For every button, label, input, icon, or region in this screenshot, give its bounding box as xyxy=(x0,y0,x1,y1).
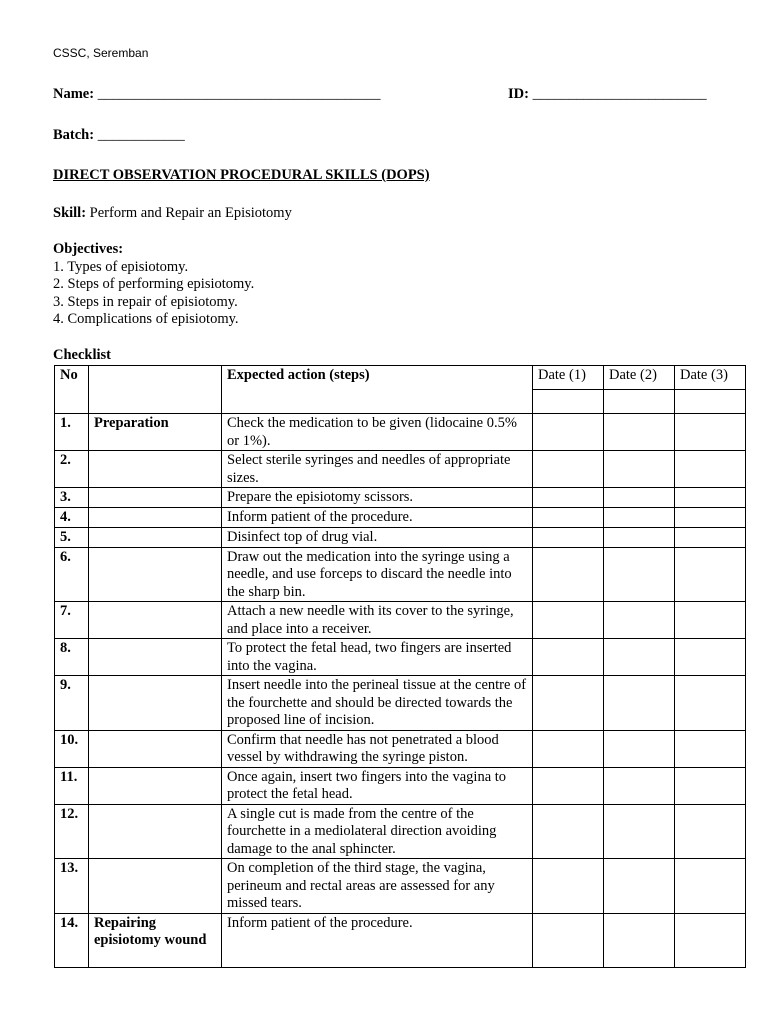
date-3-check-cell[interactable] xyxy=(675,527,746,547)
batch-blank-line[interactable]: ____________ xyxy=(97,127,185,143)
table-row xyxy=(55,767,746,804)
table-row xyxy=(55,602,746,639)
date-3-check-cell[interactable] xyxy=(675,730,746,767)
date-1-check-cell[interactable] xyxy=(533,859,604,914)
table-row xyxy=(55,676,746,731)
date-1-check-cell[interactable] xyxy=(533,547,604,602)
organization-label: CSSC, Seremban xyxy=(53,46,149,60)
date-2-check-cell[interactable] xyxy=(604,451,675,488)
step-number: 8. xyxy=(55,639,89,676)
step-number: 1. xyxy=(55,414,89,451)
id-blank-line[interactable]: ________________________ xyxy=(532,86,707,102)
step-number: 13. xyxy=(55,859,89,914)
step-number: 5. xyxy=(55,527,89,547)
name-field[interactable] xyxy=(53,86,380,103)
date-2-check-cell[interactable] xyxy=(604,639,675,676)
date-3-check-cell[interactable] xyxy=(675,767,746,804)
date-3-check-cell[interactable] xyxy=(675,676,746,731)
date-2-check-cell[interactable] xyxy=(604,913,675,967)
date-2-check-cell[interactable] xyxy=(604,547,675,602)
step-section xyxy=(89,804,222,859)
date-1-check-cell[interactable] xyxy=(533,451,604,488)
batch-label: Batch: xyxy=(53,127,95,143)
step-number: 4. xyxy=(55,507,89,527)
id-field[interactable] xyxy=(508,86,707,103)
step-number: 12. xyxy=(55,804,89,859)
date-1-check-cell[interactable] xyxy=(533,527,604,547)
column-header-section xyxy=(89,366,222,414)
objective-item: 2. Steps of performing episiotomy. xyxy=(53,276,255,292)
step-action: Confirm that needle has not penetrated a blood vessel by withdrawing the syringe piston. xyxy=(222,730,533,767)
column-header-date-1: Date (1) xyxy=(533,366,604,390)
date-2-check-cell[interactable] xyxy=(604,488,675,508)
step-action: Check the medication to be given (lidocaine 0.5% or 1%). xyxy=(222,414,533,451)
step-section xyxy=(89,676,222,731)
step-action: Disinfect top of drug vial. xyxy=(222,527,533,547)
document-title: DIRECT OBSERVATION PROCEDURAL SKILLS (DOPS) xyxy=(53,167,430,183)
checklist-table xyxy=(54,365,746,968)
date-3-check-cell[interactable] xyxy=(675,414,746,451)
date-1-check-cell[interactable] xyxy=(533,507,604,527)
date-1-check-cell[interactable] xyxy=(533,639,604,676)
date-1-check-cell[interactable] xyxy=(533,730,604,767)
step-number: 11. xyxy=(55,767,89,804)
date-1-check-cell[interactable] xyxy=(533,767,604,804)
column-header-date-3: Date (3) xyxy=(675,366,746,390)
table-row xyxy=(55,547,746,602)
objective-item: 4. Complications of episiotomy. xyxy=(53,311,239,327)
date-3-check-cell[interactable] xyxy=(675,859,746,914)
date-2-check-cell[interactable] xyxy=(604,527,675,547)
date-3-check-cell[interactable] xyxy=(675,913,746,967)
date-2-check-cell[interactable] xyxy=(604,730,675,767)
step-section: Preparation xyxy=(89,414,222,451)
step-section xyxy=(89,730,222,767)
step-section xyxy=(89,859,222,914)
step-number: 2. xyxy=(55,451,89,488)
table-row xyxy=(55,527,746,547)
date-2-check-cell[interactable] xyxy=(604,602,675,639)
date-3-check-cell[interactable] xyxy=(675,639,746,676)
step-number: 6. xyxy=(55,547,89,602)
step-section xyxy=(89,547,222,602)
objectives-label: Objectives: xyxy=(53,241,124,257)
date-2-check-cell[interactable] xyxy=(604,859,675,914)
step-action: To protect the fetal head, two fingers are inserted into the vagina. xyxy=(222,639,533,676)
skill-value: Perform and Repair an Episiotomy xyxy=(89,205,292,221)
table-row xyxy=(55,804,746,859)
step-action: Inform patient of the procedure. xyxy=(222,913,533,967)
checklist-label: Checklist xyxy=(53,347,111,363)
step-number: 7. xyxy=(55,602,89,639)
step-section xyxy=(89,527,222,547)
column-header-no: No xyxy=(55,366,89,414)
date-2-check-cell[interactable] xyxy=(604,676,675,731)
step-action: Prepare the episiotomy scissors. xyxy=(222,488,533,508)
date-1-input-cell[interactable] xyxy=(533,390,604,414)
step-section xyxy=(89,602,222,639)
date-1-check-cell[interactable] xyxy=(533,913,604,967)
table-row xyxy=(55,859,746,914)
step-section xyxy=(89,639,222,676)
step-section xyxy=(89,488,222,508)
date-3-check-cell[interactable] xyxy=(675,804,746,859)
step-action: Attach a new needle with its cover to the syringe, and place into a receiver. xyxy=(222,602,533,639)
table-row xyxy=(55,639,746,676)
column-header-action: Expected action (steps) xyxy=(222,366,533,414)
step-section xyxy=(89,507,222,527)
date-2-input-cell[interactable] xyxy=(604,390,675,414)
date-2-check-cell[interactable] xyxy=(604,507,675,527)
batch-field[interactable] xyxy=(53,127,185,144)
date-1-check-cell[interactable] xyxy=(533,676,604,731)
name-blank-line[interactable]: _______________________________________ xyxy=(97,86,381,102)
date-1-check-cell[interactable] xyxy=(533,414,604,451)
skill-label: Skill: xyxy=(53,205,87,221)
table-row xyxy=(55,451,746,488)
step-action: Insert needle into the perineal tissue at the centre of the fourchette and should be directed towards the proposed line of incision. xyxy=(222,676,533,731)
date-3-check-cell[interactable] xyxy=(675,602,746,639)
table-row xyxy=(55,507,746,527)
table-row xyxy=(55,730,746,767)
date-3-input-cell[interactable] xyxy=(675,390,746,414)
objectives-section xyxy=(53,241,254,329)
column-header-date-2: Date (2) xyxy=(604,366,675,390)
table-row xyxy=(55,488,746,508)
objective-item: 1. Types of episiotomy. xyxy=(53,258,189,275)
step-action: Once again, insert two fingers into the vagina to protect the fetal head. xyxy=(222,767,533,804)
date-1-check-cell[interactable] xyxy=(533,488,604,508)
date-1-check-cell[interactable] xyxy=(533,804,604,859)
date-1-check-cell[interactable] xyxy=(533,602,604,639)
table-row xyxy=(55,913,746,967)
step-section: Repairing episiotomy wound xyxy=(89,913,222,967)
step-action: Draw out the medication into the syringe using a needle, and use forceps to discard the needle into the sharp bin. xyxy=(222,547,533,602)
step-number: 14. xyxy=(55,913,89,967)
step-action: Inform patient of the procedure. xyxy=(222,507,533,527)
skill-line xyxy=(53,205,292,222)
step-section xyxy=(89,451,222,488)
step-action: On completion of the third stage, the vagina, perineum and rectal areas are assessed for any missed tears. xyxy=(222,859,533,914)
step-action: A single cut is made from the centre of the fourchette in a mediolateral direction avoiding damage to the anal sphincter. xyxy=(222,804,533,859)
step-number: 9. xyxy=(55,676,89,731)
checklist-rows xyxy=(55,414,746,968)
objective-item: 3. Steps in repair of episiotomy. xyxy=(53,293,238,310)
date-2-check-cell[interactable] xyxy=(604,414,675,451)
name-label: Name: xyxy=(53,86,95,102)
date-2-check-cell[interactable] xyxy=(604,804,675,859)
step-section xyxy=(89,767,222,804)
step-number: 10. xyxy=(55,730,89,767)
step-action: Select sterile syringes and needles of appropriate sizes. xyxy=(222,451,533,488)
id-label: ID: xyxy=(508,86,529,102)
table-header-row xyxy=(55,366,746,390)
step-number: 3. xyxy=(55,488,89,508)
date-3-check-cell[interactable] xyxy=(675,451,746,488)
date-3-check-cell[interactable] xyxy=(675,547,746,602)
date-2-check-cell[interactable] xyxy=(604,767,675,804)
date-3-check-cell[interactable] xyxy=(675,488,746,508)
date-3-check-cell[interactable] xyxy=(675,507,746,527)
table-row xyxy=(55,414,746,451)
